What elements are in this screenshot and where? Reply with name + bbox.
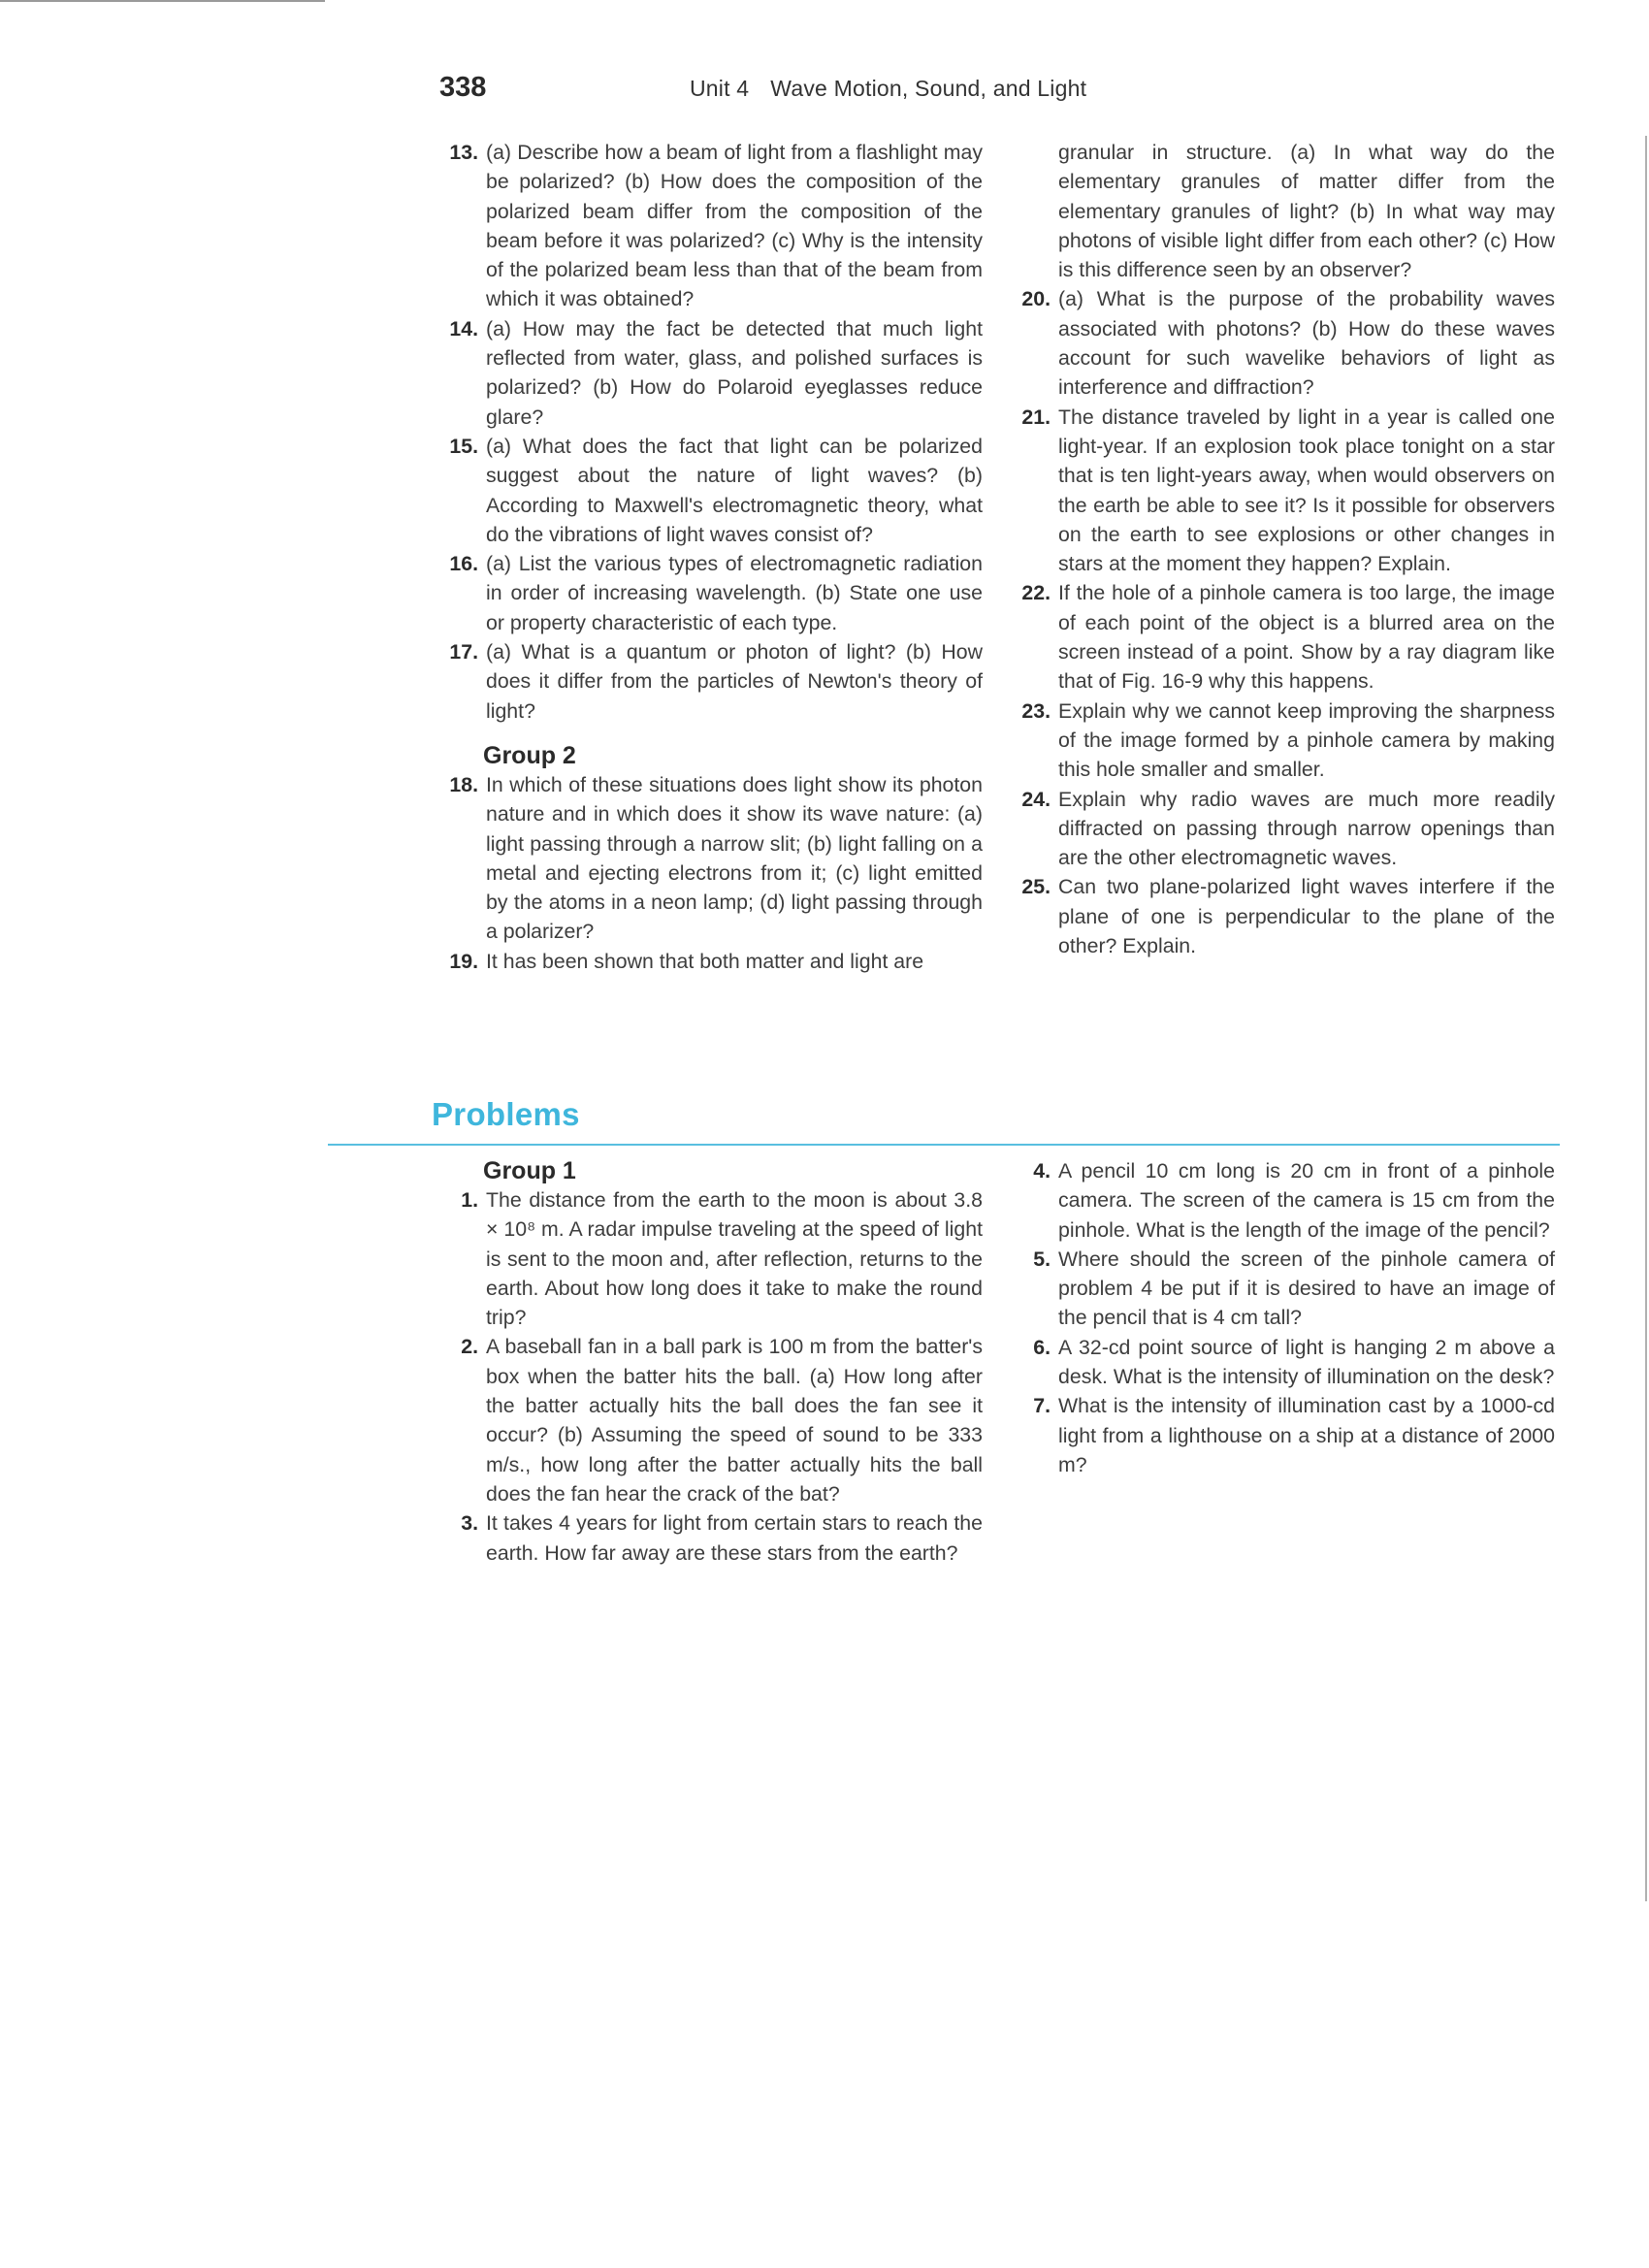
- question-number: 25.: [1021, 875, 1051, 899]
- question-text: If the hole of a pinhole camera is too large, the image of each point of the object is a blurred area on the screen instead of a point. Show by a ray diagram like that of Fig. 16-9 why this happens.: [1058, 581, 1555, 694]
- question-16: [439, 549, 983, 637]
- question-13: [439, 138, 983, 314]
- problem-text: The distance from the earth to the moon is about 3.8 × 10⁸ m. A radar impulse traveling at the speed of light is sent to the moon and, after reflection, returns to the earth. About how long does it take to make the round trip?: [486, 1188, 983, 1330]
- question-23: [1012, 697, 1555, 785]
- running-head: [690, 76, 1086, 102]
- problem-text: What is the intensity of illumination cast by a 1000-cd light from a lighthouse on a ship at a distance of 2000 m?: [1058, 1394, 1555, 1476]
- problem-1: [439, 1185, 983, 1332]
- problem-number: 4.: [1033, 1159, 1051, 1183]
- problem-text: Where should the screen of the pinhole camera of problem 4 be put if it is desired to have an image of the pencil that is 4 cm tall?: [1058, 1247, 1555, 1330]
- question-number: 15.: [449, 434, 478, 458]
- question-text: (a) List the various types of electromagnetic radiation in order of increasing wavelength. (b) State one use or property characteristic of each type.: [486, 552, 983, 634]
- problem-number: 3.: [461, 1511, 478, 1536]
- question-text: (a) What is the purpose of the probability waves associated with photons? (b) How do these waves account for such wavelike behaviors of light as interference and diffraction?: [1058, 287, 1555, 400]
- question-text: Explain why we cannot keep improving the sharpness of the image formed by a pinhole camera by making this hole smaller and smaller.: [1058, 698, 1555, 782]
- problem-text: A pencil 10 cm long is 20 cm in front of a pinhole camera. The screen of the camera is 15 cm from the pinhole. What is the length of the image of the pencil?: [1058, 1159, 1555, 1242]
- problem-number: 1.: [461, 1188, 478, 1212]
- question-19: [439, 947, 983, 976]
- problem-number: 5.: [1033, 1247, 1051, 1271]
- problems-heading: Problems: [432, 1096, 580, 1132]
- question-15: [439, 432, 983, 549]
- question-24: [1012, 785, 1555, 873]
- question-14: [439, 314, 983, 432]
- question-text: (a) Describe how a beam of light from a flashlight may be polarized? (b) How does the composition of the polarized beam differ from the composition of the beam before it was polarized? (c) Why is the intensity of the polarized beam less than that of the beam from which it was obtained?: [486, 141, 983, 311]
- page-number: 338: [439, 72, 487, 103]
- question-number: 17.: [449, 640, 478, 664]
- scan-edge-top: [0, 0, 325, 2]
- problem-4: [1012, 1156, 1555, 1245]
- problem-7: [1012, 1391, 1555, 1479]
- group-2-heading: Group 2: [483, 741, 576, 769]
- problem-number: 7.: [1033, 1394, 1051, 1418]
- question-18: [439, 770, 983, 947]
- problem-text: A baseball fan in a ball park is 100 m from the batter's box when the batter hits the ball. (a) How long after the batter actually hits the ball does the fan see it occur? (b) Assuming the speed of sound to be 333 m/s., how long after the batter actually hits the ball does the fan hear the crack of the bat?: [486, 1335, 983, 1506]
- scan-edge-right: [1645, 136, 1647, 1901]
- problem-5: [1012, 1245, 1555, 1333]
- question-20: [1012, 284, 1555, 402]
- question-number: 21.: [1021, 405, 1051, 429]
- problem-text: A 32-cd point source of light is hanging 2 m above a desk. What is the intensity of illumination on the desk?: [1058, 1335, 1555, 1389]
- question-number: 24.: [1021, 787, 1051, 811]
- question-text: In which of these situations does light show its photon nature and in which does it show its wave nature: (a) light passing through a narrow slit; (b) light falling on a metal and ejecting electrons from it; (c) light emitted by the atoms in a neon lamp; (d) light passing through a polarizer?: [486, 772, 983, 944]
- running-head-chapter: Wave Motion, Sound, and Light: [770, 76, 1087, 101]
- problem-3: [439, 1508, 983, 1568]
- problem-number: 2.: [461, 1335, 478, 1359]
- questions-left-column: [439, 138, 983, 976]
- problems-left-column: [439, 1156, 983, 1568]
- question-text: Explain why radio waves are much more readily diffracted on passing through narrow openings than are the other electromagnetic waves.: [1058, 787, 1555, 870]
- question-text: (a) How may the fact be detected that much light reflected from water, glass, and polished surfaces is polarized? (b) How do Polaroid eyeglasses reduce glare?: [486, 316, 983, 429]
- question-25: [1012, 872, 1555, 960]
- problem-6: [1012, 1333, 1555, 1392]
- question-22: [1012, 578, 1555, 696]
- problem-text: It takes 4 years for light from certain stars to reach the earth. How far away are these stars from the earth?: [486, 1511, 983, 1565]
- question-number: 19.: [449, 949, 478, 973]
- question-text: (a) What does the fact that light can be polarized suggest about the nature of light waves? (b) According to Maxwell's electromagnetic theory, what do the vibrations of light waves consist of?: [486, 434, 983, 546]
- question-number: 16.: [449, 552, 478, 576]
- question-19-continuation: granular in structure. (a) In what way do the elementary granules of matter differ from the elementary granules of light? (b) In what way may photons of visible light differ from each other? (c) How is this difference seen by an observer?: [1058, 141, 1555, 282]
- question-17: [439, 637, 983, 726]
- question-text: It has been shown that both matter and light are: [486, 949, 924, 973]
- question-text: (a) What is a quantum or photon of light? (b) How does it differ from the particles of Newton's theory of light?: [486, 640, 983, 723]
- question-number: 14.: [449, 316, 478, 340]
- problem-2: [439, 1332, 983, 1508]
- questions-right-column: [1012, 138, 1555, 960]
- question-number: 20.: [1021, 287, 1051, 311]
- running-head-unit: Unit 4: [690, 76, 750, 101]
- problem-number: 6.: [1033, 1335, 1051, 1359]
- group-1-heading: Group 1: [483, 1157, 576, 1184]
- section-divider: [328, 1144, 1560, 1146]
- question-number: 13.: [449, 141, 478, 164]
- question-number: 23.: [1021, 698, 1051, 723]
- question-text: Can two plane-polarized light waves interfere if the plane of one is perpendicular to the plane of the other? Explain.: [1058, 875, 1555, 958]
- question-21: [1012, 403, 1555, 579]
- question-number: 22.: [1021, 581, 1051, 605]
- question-number: 18.: [449, 772, 478, 796]
- problems-right-column: [1012, 1156, 1555, 1479]
- question-text: The distance traveled by light in a year is called one light-year. If an explosion took place tonight on a star that is ten light-years away, when would observers on the earth be able to see it? Is it possible for observers on the earth to see explosions or other changes in stars at the moment they happen? Explain.: [1058, 405, 1555, 576]
